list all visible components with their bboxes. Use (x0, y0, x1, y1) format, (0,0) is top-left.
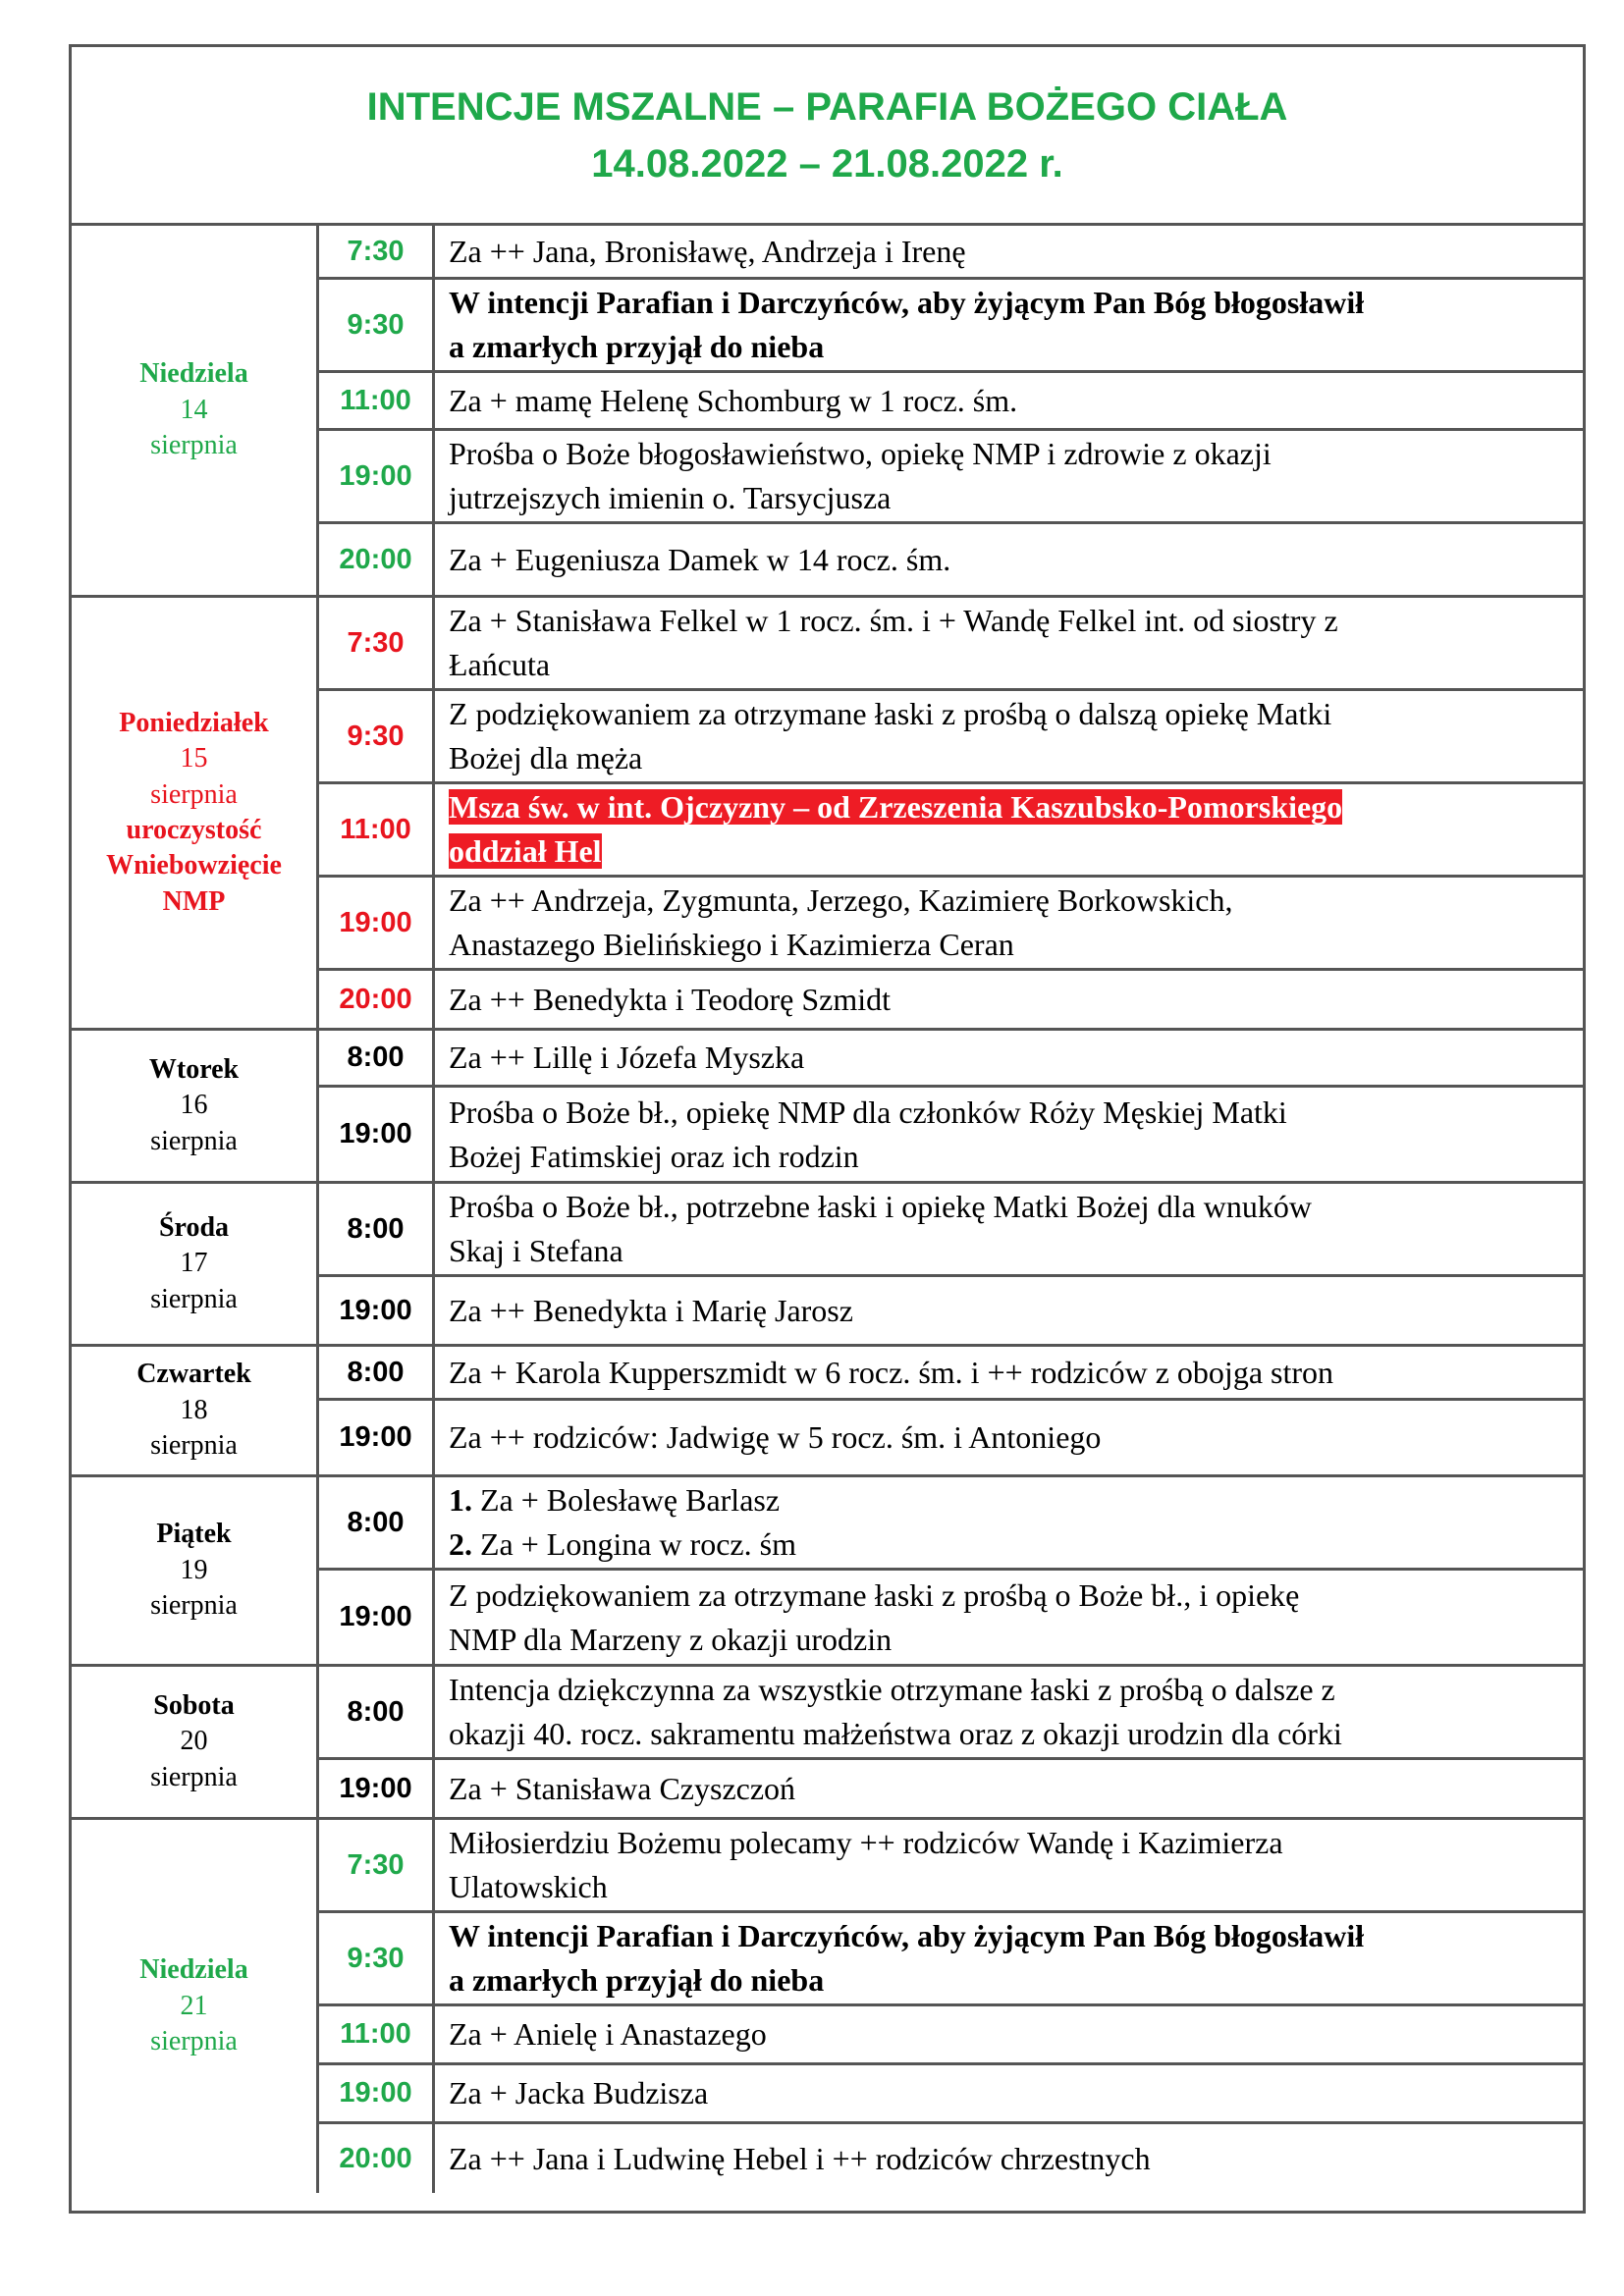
mass-list (319, 1477, 1583, 1664)
day-month: sierpnia (150, 1761, 238, 1792)
intention-line: Za + Anielę i Anastazego (449, 2016, 767, 2053)
intention-line: Za + Karola Kupperszmidt w 6 rocz. śm. i ++ rodziców z obojga stron (449, 1354, 1334, 1390)
mass-intention (435, 1031, 1583, 1085)
day-cell (72, 1031, 319, 1181)
intention-line: a zmarłych przyjął do nieba (449, 1962, 825, 1998)
mass-row (319, 1184, 1583, 1277)
mass-intention (435, 2065, 1583, 2121)
day-block (72, 1477, 1583, 1667)
intention-line (449, 1522, 1571, 1567)
day-feast-label: uroczystość (126, 815, 262, 845)
mass-intention (435, 431, 1583, 521)
intention-number: 2. (449, 1526, 472, 1562)
mass-time: 19:00 (319, 1401, 435, 1474)
day-feast-label: NMP (162, 885, 226, 917)
mass-intention (435, 1667, 1583, 1757)
day-number: 19 (180, 1554, 208, 1585)
mass-time: 19:00 (319, 878, 435, 968)
intention-line: Za ++ Jana i Ludwinę Hebel i ++ rodziców chrzestnych (449, 2140, 1151, 2176)
mass-time: 19:00 (319, 431, 435, 521)
date-range: 14.08.2022 – 21.08.2022 r. (591, 141, 1063, 186)
mass-row (319, 2065, 1583, 2124)
mass-list (319, 598, 1583, 1028)
intention-line: Skaj i Stefana (449, 1233, 623, 1268)
mass-time: 19:00 (319, 2065, 435, 2121)
mass-time: 11:00 (319, 784, 435, 875)
mass-time: 19:00 (319, 1760, 435, 1817)
day-cell (72, 1820, 319, 2193)
mass-time: 19:00 (319, 1571, 435, 1664)
day-month: sierpnia (150, 430, 238, 461)
day-cell (72, 1184, 319, 1344)
day-month: sierpnia (150, 1430, 238, 1462)
day-block (72, 1820, 1583, 2193)
mass-row (319, 1401, 1583, 1474)
mass-time: 9:30 (319, 691, 435, 781)
intention-line: Prośba o Boże bł., opiekę NMP dla członków Róży Męskiej Matki (449, 1094, 1287, 1130)
mass-intention (435, 1760, 1583, 1817)
day-name: Czwartek (136, 1359, 251, 1390)
intention-line: Za + Stanisława Felkel w 1 rocz. śm. i + Wandę Felkel int. od siostry z (449, 603, 1338, 639)
intention-line: Prośba o Boże błogosławieństwo, opiekę NMP i zdrowie z okazji (449, 436, 1272, 472)
mass-row (319, 1277, 1583, 1344)
schedule-header (72, 47, 1583, 226)
mass-row (319, 373, 1583, 431)
day-name: Sobota (153, 1689, 235, 1721)
mass-time: 20:00 (319, 2124, 435, 2193)
mass-time: 20:00 (319, 524, 435, 595)
day-number: 15 (180, 743, 208, 774)
mass-time: 8:00 (319, 1667, 435, 1757)
mass-row (319, 226, 1583, 280)
intention-number: 1. (449, 1482, 472, 1519)
intention-line: NMP dla Marzeny z okazji urodzin (449, 1621, 893, 1657)
intention-text: Za + Bolesławę Barlasz (480, 1482, 781, 1519)
mass-intention (435, 971, 1583, 1028)
mass-intention (435, 373, 1583, 428)
day-month: sierpnia (150, 1590, 238, 1622)
mass-list (319, 1184, 1583, 1344)
mass-time: 8:00 (319, 1184, 435, 1274)
intention-line: Prośba o Boże bł., potrzebne łaski i opiekę Matki Bożej dla wnuków (449, 1189, 1312, 1225)
highlighted-text: Msza św. w int. Ojczyzny – od Zrzeszenia Kaszubsko-Pomorskiego (449, 789, 1343, 826)
mass-intention (435, 878, 1583, 968)
mass-intention (435, 1277, 1583, 1344)
intention-line: Za ++ Benedykta i Teodorę Szmidt (449, 981, 892, 1017)
mass-time: 9:30 (319, 1913, 435, 2003)
mass-intention (435, 524, 1583, 595)
intention-line: Za ++ Jana, Bronisławę, Andrzeja i Irenę (449, 233, 966, 269)
schedule-table (72, 226, 1583, 2193)
intention-line (449, 829, 1571, 874)
intention-line: Za ++ Lillę i Józefa Myszka (449, 1040, 805, 1076)
mass-list (319, 226, 1583, 595)
day-number: 20 (180, 1726, 208, 1757)
day-number: 17 (180, 1248, 208, 1279)
mass-time: 11:00 (319, 373, 435, 428)
intention-line: Za ++ Benedykta i Marię Jarosz (449, 1292, 853, 1328)
mass-row (319, 1347, 1583, 1401)
intention-line: Z podziękowaniem za otrzymane łaski z prośbą o Boże bł., i opiekę (449, 1576, 1300, 1613)
day-feast-label: Wniebowzięcie (106, 850, 282, 881)
mass-intention (435, 598, 1583, 688)
mass-time: 8:00 (319, 1477, 435, 1568)
day-cell (72, 1347, 319, 1474)
day-cell (72, 598, 319, 1028)
intention-line: Anastazego Bielińskiego i Kazimierza Ceran (449, 927, 1014, 962)
mass-row (319, 1820, 1583, 1913)
mass-row (319, 691, 1583, 784)
day-block (72, 226, 1583, 598)
mass-time: 7:30 (319, 1820, 435, 1910)
intention-line: W intencji Parafian i Darczyńców, aby żyjącym Pan Bóg błogosławił (449, 285, 1365, 321)
day-month: sierpnia (150, 2026, 238, 2057)
mass-time: 19:00 (319, 1088, 435, 1181)
intention-line: Intencja dziękczynna za wszystkie otrzymane łaski z prośbą o dalsze z (449, 1672, 1335, 1708)
mass-row (319, 1031, 1583, 1088)
mass-row (319, 1667, 1583, 1760)
day-cell (72, 1477, 319, 1664)
mass-time: 9:30 (319, 280, 435, 370)
intention-line: Bożej Fatimskiej oraz ich rodzin (449, 1138, 859, 1174)
day-month: sierpnia (150, 1125, 238, 1156)
intention-line: a zmarłych przyjął do nieba (449, 329, 825, 364)
mass-time: 19:00 (319, 1277, 435, 1344)
intention-line: Łańcuta (449, 647, 551, 682)
day-name: Niedziela (139, 1954, 248, 1986)
mass-list (319, 1031, 1583, 1181)
mass-row (319, 431, 1583, 524)
mass-intention (435, 691, 1583, 781)
day-block (72, 1031, 1583, 1184)
day-name: Poniedziałek (119, 707, 269, 738)
day-name: Środa (158, 1211, 230, 1243)
day-block (72, 1184, 1583, 1347)
mass-intention (435, 2124, 1583, 2193)
mass-row (319, 1913, 1583, 2006)
mass-row (319, 1571, 1583, 1664)
day-name: Piątek (156, 1519, 232, 1550)
mass-intention (435, 1571, 1583, 1664)
day-name: Wtorek (148, 1053, 240, 1085)
schedule-page (69, 44, 1586, 2214)
intention-line: Za ++ rodziców: Jadwigę w 5 rocz. śm. i Antoniego (449, 1419, 1102, 1456)
day-name: Niedziela (139, 358, 248, 390)
mass-row (319, 784, 1583, 878)
mass-intention (435, 2006, 1583, 2062)
mass-intention (435, 226, 1583, 277)
intention-line: okazji 40. rocz. sakramentu małżeństwa oraz z okazji urodzin dla córki (449, 1716, 1342, 1751)
intention-line: Bożej dla męża (449, 740, 643, 775)
mass-row (319, 524, 1583, 595)
day-number: 14 (180, 394, 208, 425)
mass-time: 7:30 (319, 226, 435, 277)
mass-list (319, 1820, 1583, 2193)
mass-list (319, 1347, 1583, 1474)
day-block (72, 1667, 1583, 1820)
intention-line: W intencji Parafian i Darczyńców, aby żyjącym Pan Bóg błogosławił (449, 1918, 1365, 1954)
mass-intention (435, 1913, 1583, 2003)
day-number: 18 (180, 1394, 208, 1425)
mass-row (319, 971, 1583, 1028)
intention-line (449, 1478, 1571, 1522)
mass-row (319, 2124, 1583, 2193)
mass-list (319, 1667, 1583, 1817)
mass-row (319, 1477, 1583, 1571)
mass-time: 7:30 (319, 598, 435, 688)
highlighted-text: oddział Hel (449, 833, 602, 869)
intention-line: Za ++ Andrzeja, Zygmunta, Jerzego, Kazimierę Borkowskich, (449, 882, 1233, 919)
intention-line: Z podziękowaniem za otrzymane łaski z prośbą o dalszą opiekę Matki (449, 696, 1332, 732)
mass-time: 8:00 (319, 1347, 435, 1398)
intention-line: Za + mamę Helenę Schomburg w 1 rocz. śm. (449, 382, 1018, 418)
mass-time: 20:00 (319, 971, 435, 1028)
intention-line: Miłosierdziu Bożemu polecamy ++ rodziców Wandę i Kazimierza (449, 1825, 1283, 1861)
day-number: 16 (180, 1090, 208, 1121)
day-block (72, 598, 1583, 1031)
page-title: INTENCJE MSZALNE – PARAFIA BOŻEGO CIAŁA (366, 84, 1288, 129)
intention-line: jutrzejszych imienin o. Tarsycjusza (449, 480, 892, 515)
mass-intention (435, 1088, 1583, 1181)
mass-intention (435, 1477, 1583, 1568)
day-month: sierpnia (150, 1283, 238, 1314)
mass-intention (435, 1347, 1583, 1398)
mass-time: 11:00 (319, 2006, 435, 2062)
intention-line: Za + Eugeniusza Damek w 14 rocz. śm. (449, 541, 951, 577)
day-block (72, 1347, 1583, 1477)
day-cell (72, 1667, 319, 1817)
intention-line: Za + Jacka Budzisza (449, 2075, 709, 2111)
mass-intention (435, 784, 1583, 875)
intention-line (449, 785, 1571, 829)
mass-intention (435, 1184, 1583, 1274)
mass-row (319, 1760, 1583, 1817)
mass-row (319, 2006, 1583, 2065)
mass-time: 8:00 (319, 1031, 435, 1085)
intention-line: Za + Stanisława Czyszczoń (449, 1770, 796, 1806)
intention-line: Ulatowskich (449, 1869, 608, 1904)
mass-intention (435, 280, 1583, 370)
mass-row (319, 598, 1583, 691)
mass-intention (435, 1401, 1583, 1474)
mass-row (319, 878, 1583, 971)
mass-row (319, 1088, 1583, 1181)
intention-text: Za + Longina w rocz. śm (480, 1526, 796, 1562)
mass-row (319, 280, 1583, 373)
day-month: sierpnia (150, 778, 238, 810)
mass-intention (435, 1820, 1583, 1910)
day-number: 21 (180, 1990, 208, 2021)
day-cell (72, 226, 319, 595)
